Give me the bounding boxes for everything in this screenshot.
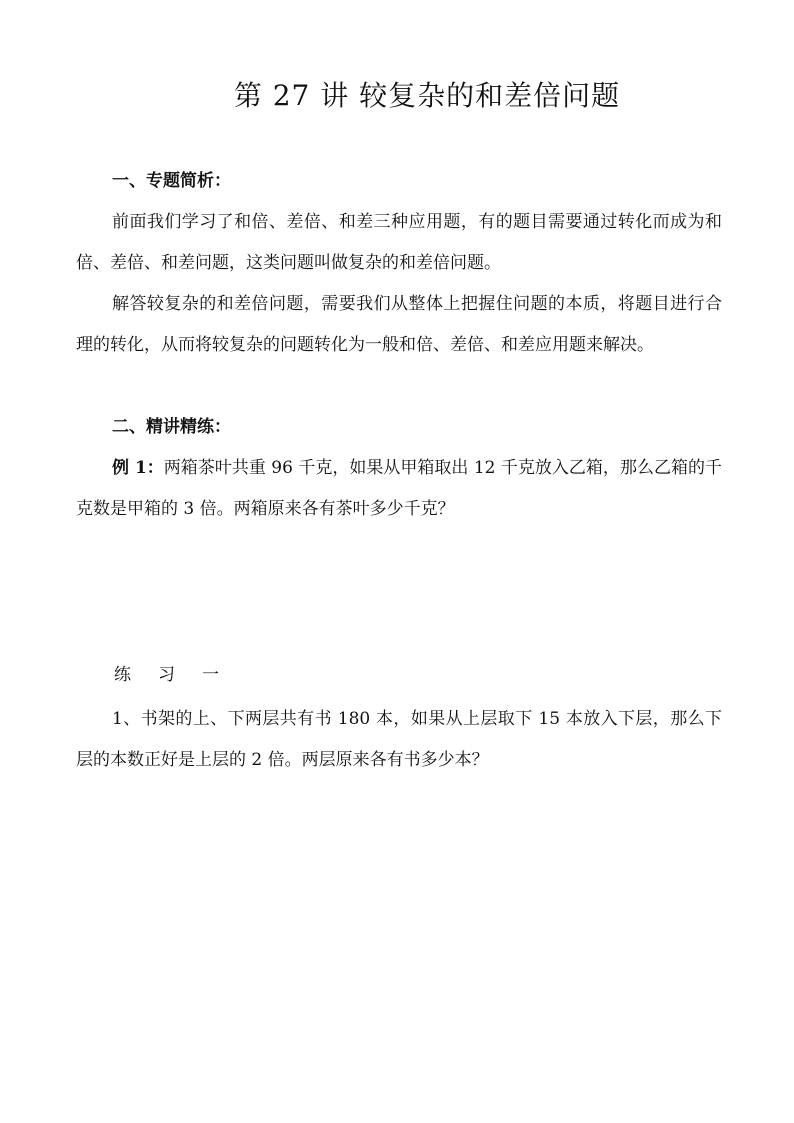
practice-item-1: 1、书架的上、下两层共有书 180 本，如果从上层取下 15 本放入下层，那么下层的本数正好是上层的 2 倍。两层原来各有书多少本？ bbox=[76, 709, 722, 770]
page-title: 第 27 讲 较复杂的和差倍问题 bbox=[233, 79, 621, 112]
example-1 bbox=[76, 448, 722, 530]
example-text: 两箱茶叶共重 96 千克，如果从甲箱取出 12 千克放入乙箱，那么乙箱的千克数是甲箱的 3 倍。两箱原来各有茶叶多少千克？ bbox=[76, 458, 722, 519]
analysis-paragraph-1: 前面我们学习了和倍、差倍、和差三种应用题，有的题目需要通过转化而成为和倍、差倍、和差问题，这类问题叫做复杂的和差倍问题。 bbox=[76, 212, 722, 273]
practice-heading bbox=[114, 655, 246, 696]
practice-heading-char-3: 一 bbox=[202, 665, 219, 685]
practice-heading-char-2: 习 bbox=[158, 665, 175, 685]
section-heading-analysis: 一、专题简析： bbox=[112, 171, 231, 191]
example-label: 例 1： bbox=[112, 458, 164, 478]
practice-heading-char-1: 练 bbox=[114, 665, 131, 685]
analysis-paragraph-2: 解答较复杂的和差倍问题，需要我们从整体上把握住问题的本质，将题目进行合理的转化，从而将较复杂的问题转化为一般和倍、差倍、和差应用题来解决。 bbox=[76, 294, 722, 355]
section-heading-practice-explained: 二、精讲精练： bbox=[112, 417, 231, 437]
